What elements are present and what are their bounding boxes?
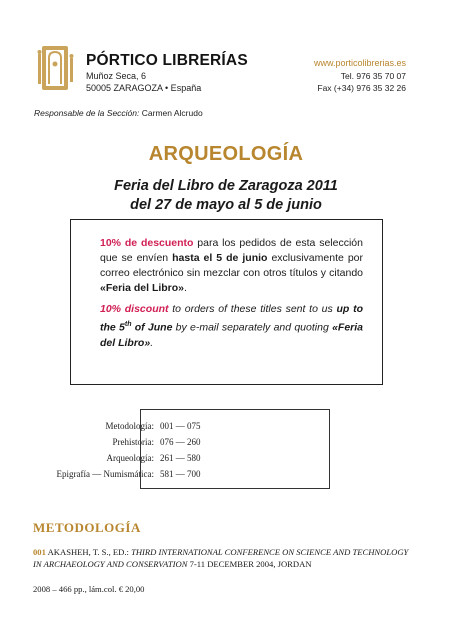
index-range: 076 — 260 — [160, 437, 201, 447]
phone-number: Tel. 976 35 70 07 — [340, 71, 406, 81]
fair-dates: del 27 de mayo al 5 de junio — [130, 197, 322, 213]
entry-meta: 2008 – 466 pp., lám.col. € 20,00 — [33, 584, 145, 594]
discount-en-end: . — [150, 336, 154, 349]
section-responsible — [34, 108, 203, 118]
discount-es-highlight: 10% de descuento — [100, 237, 194, 249]
discount-en-deadline-end: of June — [131, 321, 173, 334]
index-range: 001 — 075 — [160, 421, 201, 431]
discount-es-deadline: hasta el 5 de junio — [172, 252, 268, 264]
section-heading: METODOLOGÍA — [33, 520, 141, 535]
entry-author: AKASHEH, T. S., ED.: — [47, 547, 129, 557]
catalog-entry[interactable] — [33, 546, 418, 570]
fair-name: Feria del Libro de Zaragoza 2011 — [114, 178, 338, 194]
index-label: Epigrafía — Numismática: — [56, 469, 154, 479]
discount-en-quote: «Feria del Libro» — [100, 321, 363, 349]
discount-en-text2: by e-mail separately and quoting — [172, 321, 333, 334]
address-street: Muñoz Seca, 6 — [86, 71, 147, 81]
portico-logo — [34, 44, 78, 92]
fax-number: Fax (+34) 976 35 32 26 — [317, 83, 406, 93]
entry-number: 001 — [33, 547, 46, 557]
discount-es-text1: para los pedidos de esta selección que se envíen — [100, 237, 363, 264]
index-range: 581 — 700 — [160, 469, 201, 479]
brand-name: PÓRTICO LIBRERÍAS — [86, 52, 248, 69]
responsible-name: Carmen Alcrudo — [141, 108, 203, 118]
discount-en-highlight: 10% discount — [100, 303, 169, 315]
index-label: Prehistoria: — [112, 437, 154, 447]
section-index-box — [56, 409, 330, 489]
page-title: ARQUEOLOGÍA — [148, 143, 304, 165]
discount-en-deadline: up to the 5 — [100, 303, 364, 334]
index-label: Arqueología: — [106, 453, 154, 463]
discount-es-end: . — [184, 282, 187, 294]
entry-title: THIRD INTERNATIONAL CONFERENCE ON SCIENCE AND TECHNOLOGY IN ARCHAEOLOGY AND CONSERVATION — [33, 547, 409, 569]
discount-spanish — [100, 236, 363, 296]
discount-english — [100, 302, 363, 351]
address-city: 50005 ZARAGOZA • España — [86, 83, 202, 93]
website-link[interactable]: www.porticolibrerias.es — [313, 58, 406, 68]
index-range: 261 — 580 — [160, 453, 201, 463]
index-label: Metodología: — [105, 421, 154, 431]
portico-logo-icon — [34, 44, 78, 92]
discount-en-text1: to orders of these titles sent to us — [168, 303, 337, 315]
discount-en-ordinal: th — [124, 321, 132, 328]
entry-details: 7-11 DECEMBER 2004, JORDAN — [187, 559, 312, 569]
discount-es-quote: «Feria del Libro» — [100, 282, 185, 294]
discount-es-text2: exclusivamente por correo electrónico sin mezclar con otros títulos y citando — [100, 252, 363, 279]
responsible-label: Responsable de la Sección: — [34, 108, 140, 118]
